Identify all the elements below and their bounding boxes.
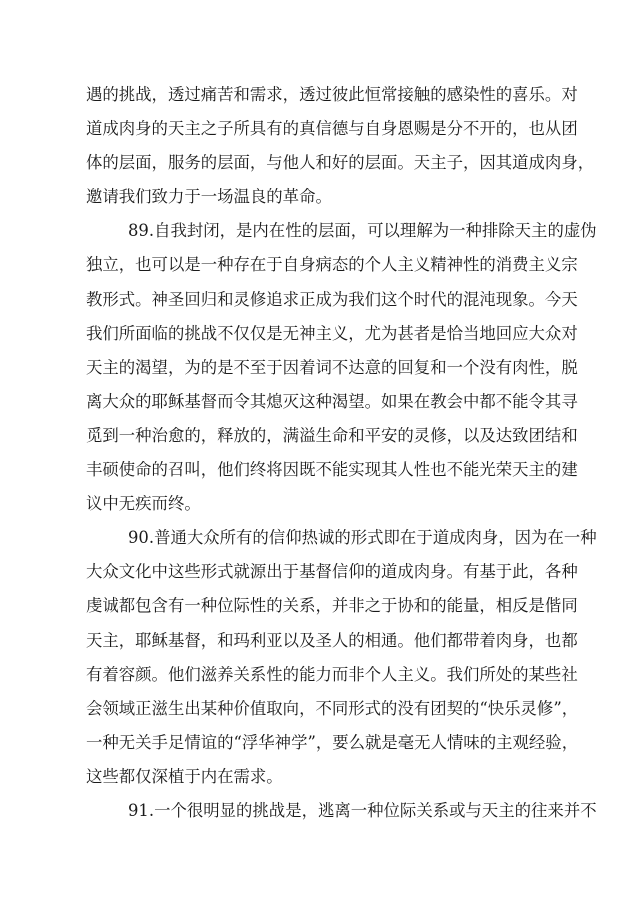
- text-line: 离大众的耶稣基督而令其熄灭这种渴望。如果在教会中都不能令其寻: [86, 391, 578, 411]
- body-text: [86, 78, 597, 828]
- text-line: 天主，耶稣基督，和玛利亚以及圣人的相通。他们都带着肉身，也都: [86, 630, 578, 650]
- text-line: 89.自我封闭，是内在性的层面，可以理解为一种排除天主的虚伪: [128, 221, 597, 241]
- text-line: 体的层面，服务的层面，与他人和好的层面。天主子，因其道成肉身，: [86, 153, 595, 173]
- text-line: 会领域正滋生出某种价值取向，不同形式的没有团契的“快乐灵修”，: [86, 698, 579, 718]
- text-line: 道成肉身的天主之子所具有的真信德与自身恩赐是分不开的，也从团: [86, 119, 578, 139]
- text-line: 教形式。神圣回归和灵修追求正成为我们这个时代的混沌现象。今天: [86, 289, 578, 309]
- text-line: 丰硕使命的召叫，他们终将因既不能实现其人性也不能光荣天主的建: [86, 460, 578, 480]
- text-line: 有着容颜。他们滋养关系性的能力而非个人主义。我们所处的某些社: [86, 664, 578, 684]
- text-line: 天主的渴望，为的是不至于因着词不达意的回复和一个没有肉性，脱: [86, 357, 578, 377]
- text-line: 这些都仅深植于内在需求。: [86, 766, 283, 786]
- text-line: 独立，也可以是一种存在于自身病态的个人主义精神性的消费主义宗: [86, 255, 578, 275]
- text-line: 大众文化中这些形式就源出于基督信仰的道成肉身。有基于此，各种: [86, 562, 578, 582]
- text-line: 一种无关手足情谊的“浮华神学”，要么就是毫无人情味的主观经验，: [86, 732, 579, 752]
- text-line: 90.普通大众所有的信仰热诚的形式即在于道成肉身，因为在一种: [128, 528, 597, 548]
- text-line: 邀请我们致力于一场温良的革命。: [86, 187, 332, 207]
- text-line: 虔诚都包含有一种位际性的关系，并非之于协和的能量，相反是偕同: [86, 596, 578, 616]
- text-line: 觅到一种治愈的，释放的，满溢生命和平安的灵修，以及达致团结和: [86, 425, 578, 445]
- text-line: 遇的挑战，透过痛苦和需求，透过彼此恒常接触的感染性的喜乐。对: [86, 85, 578, 104]
- text-line: 91.一个很明显的挑战是，逃离一种位际关系或与天主的往来并不: [128, 800, 597, 820]
- text-line: 议中无疾而终。: [86, 494, 201, 514]
- text-line: 我们所面临的挑战不仅仅是无神主义，尤为甚者是恰当地回应大众对: [86, 323, 578, 343]
